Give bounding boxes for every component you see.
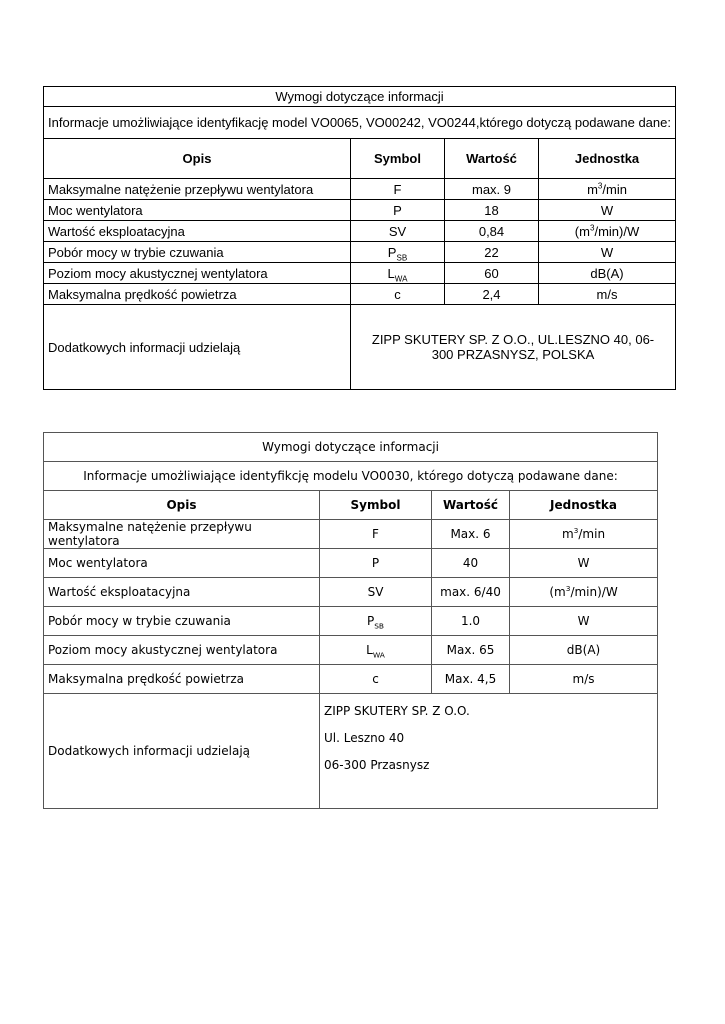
cell-opis: Maksymalne natężenie przepływu wentylatora (44, 179, 351, 200)
symbol-text: F (372, 527, 379, 541)
cell-jednostka (539, 263, 676, 284)
table-row (44, 665, 658, 694)
cell-jednostka (539, 284, 676, 305)
table-subtitle: Informacje umożliwiające identyfikację model VO0065, VO00242, VO0244,którego dotyczą podawane dane: (44, 107, 676, 139)
symbol-subscript: WA (372, 650, 385, 660)
symbol-text: SV (388, 223, 407, 239)
cell-opis: Wartość eksploatacyjna (44, 221, 351, 242)
cell-symbol (320, 520, 432, 549)
unit-suffix: /min (602, 181, 627, 197)
cell-wartosc: 18 (445, 200, 539, 221)
cell-opis: Wartość eksploatacyjna (44, 578, 320, 607)
cell-jednostka (510, 549, 658, 578)
cell-opis: Poziom mocy akustycznej wentylatora (44, 636, 320, 665)
symbol-text: P (393, 202, 402, 218)
cell-jednostka (539, 242, 676, 263)
symbol-text: L (387, 265, 395, 281)
table-title: Wymogi dotyczące informacji (44, 433, 658, 462)
symbol-text: c (394, 286, 401, 302)
cell-wartosc: 1.0 (432, 607, 510, 636)
unit-text: W (600, 202, 614, 218)
cell-symbol (351, 179, 445, 200)
cell-wartosc: max. 6/40 (432, 578, 510, 607)
unit-text: dB(A) (590, 265, 624, 281)
cell-symbol (351, 284, 445, 305)
cell-jednostka (510, 665, 658, 694)
address-line: ZIPP SKUTERY SP. Z O.O. (324, 704, 470, 718)
symbol-text: c (372, 672, 379, 686)
cell-wartosc: 40 (432, 549, 510, 578)
table-row (44, 607, 658, 636)
symbol-subscript: WA (394, 274, 408, 284)
table-row (44, 578, 658, 607)
cell-symbol (320, 549, 432, 578)
unit-text: (m (549, 585, 566, 599)
header-wartosc: Wartość (445, 139, 539, 179)
table-row (44, 636, 658, 665)
table-row (44, 520, 658, 549)
cell-symbol (351, 263, 445, 284)
cell-opis: Moc wentylatora (44, 549, 320, 578)
cell-opis: Pobór mocy w trybie czuwania (44, 242, 351, 263)
info-table-1 (43, 86, 676, 390)
cell-symbol (320, 665, 432, 694)
unit-text: m (561, 527, 574, 541)
unit-text: W (577, 556, 590, 570)
unit-text: W (577, 614, 590, 628)
cell-jednostka (539, 179, 676, 200)
table-row (44, 242, 676, 263)
cell-opis: Maksymalne natężenie przepływu wentylatora (44, 520, 320, 549)
table-row (44, 284, 676, 305)
unit-text: W (600, 244, 614, 260)
unit-text: m/s (596, 286, 618, 302)
symbol-text: P (387, 244, 397, 260)
cell-opis: Maksymalna prędkość powietrza (44, 665, 320, 694)
cell-wartosc: Max. 65 (432, 636, 510, 665)
cell-wartosc: 0,84 (445, 221, 539, 242)
header-jednostka: Jednostka (510, 491, 658, 520)
cell-jednostka (510, 607, 658, 636)
symbol-subscript: SB (396, 253, 408, 263)
header-opis: Opis (44, 139, 351, 179)
unit-superscript: 3 (589, 223, 595, 233)
symbol-text: F (393, 181, 402, 197)
cell-symbol (320, 578, 432, 607)
symbol-text: SV (367, 585, 384, 599)
cell-wartosc: 22 (445, 242, 539, 263)
cell-opis: Moc wentylatora (44, 200, 351, 221)
header-jednostka: Jednostka (539, 139, 676, 179)
symbol-subscript: SB (374, 621, 385, 631)
cell-symbol (351, 242, 445, 263)
header-wartosc: Wartość (432, 491, 510, 520)
unit-suffix: /min)/W (594, 223, 640, 239)
table-title: Wymogi dotyczące informacji (44, 87, 676, 107)
unit-text: m (587, 181, 598, 197)
unit-superscript: 3 (573, 526, 579, 535)
cell-symbol (351, 221, 445, 242)
cell-wartosc: Max. 6 (432, 520, 510, 549)
cell-jednostka (539, 200, 676, 221)
symbol-text: P (366, 614, 375, 628)
table-row (44, 179, 676, 200)
unit-superscript: 3 (597, 181, 603, 191)
header-opis: Opis (44, 491, 320, 520)
cell-opis: Poziom mocy akustycznej wentylatora (44, 263, 351, 284)
cell-symbol (351, 200, 445, 221)
cell-jednostka (510, 578, 658, 607)
address-line: 06-300 Przasnysz (324, 758, 430, 772)
footer-address (320, 694, 658, 809)
unit-superscript: 3 (565, 584, 571, 593)
table-subtitle: Informacje umożliwiające identyfikcję modelu VO0030, którego dotyczą podawane dane: (44, 462, 658, 491)
header-symbol: Symbol (320, 491, 432, 520)
cell-wartosc: Max. 4,5 (432, 665, 510, 694)
unit-suffix: /min (578, 527, 606, 541)
cell-wartosc: 2,4 (445, 284, 539, 305)
symbol-text: P (371, 556, 380, 570)
cell-symbol (320, 607, 432, 636)
symbol-text: L (366, 643, 373, 657)
header-symbol: Symbol (351, 139, 445, 179)
table-row (44, 221, 676, 242)
info-table-2 (43, 432, 658, 809)
unit-text: (m (574, 223, 590, 239)
footer-label: Dodatkowych informacji udzielają (44, 694, 320, 809)
unit-text: m/s (572, 672, 595, 686)
unit-text: dB(A) (566, 643, 601, 657)
cell-symbol (320, 636, 432, 665)
cell-wartosc: 60 (445, 263, 539, 284)
cell-opis: Maksymalna prędkość powietrza (44, 284, 351, 305)
table-row (44, 549, 658, 578)
cell-wartosc: max. 9 (445, 179, 539, 200)
address-line: Ul. Leszno 40 (324, 731, 405, 745)
cell-jednostka (510, 636, 658, 665)
footer-value: ZIPP SKUTERY SP. Z O.O., UL.LESZNO 40, 06-300 PRZASNYSZ, POLSKA (351, 305, 676, 390)
table-row (44, 200, 676, 221)
unit-suffix: /min)/W (570, 585, 618, 599)
cell-jednostka (539, 221, 676, 242)
cell-opis: Pobór mocy w trybie czuwania (44, 607, 320, 636)
cell-jednostka (510, 520, 658, 549)
footer-label: Dodatkowych informacji udzielają (44, 305, 351, 390)
table-row (44, 263, 676, 284)
